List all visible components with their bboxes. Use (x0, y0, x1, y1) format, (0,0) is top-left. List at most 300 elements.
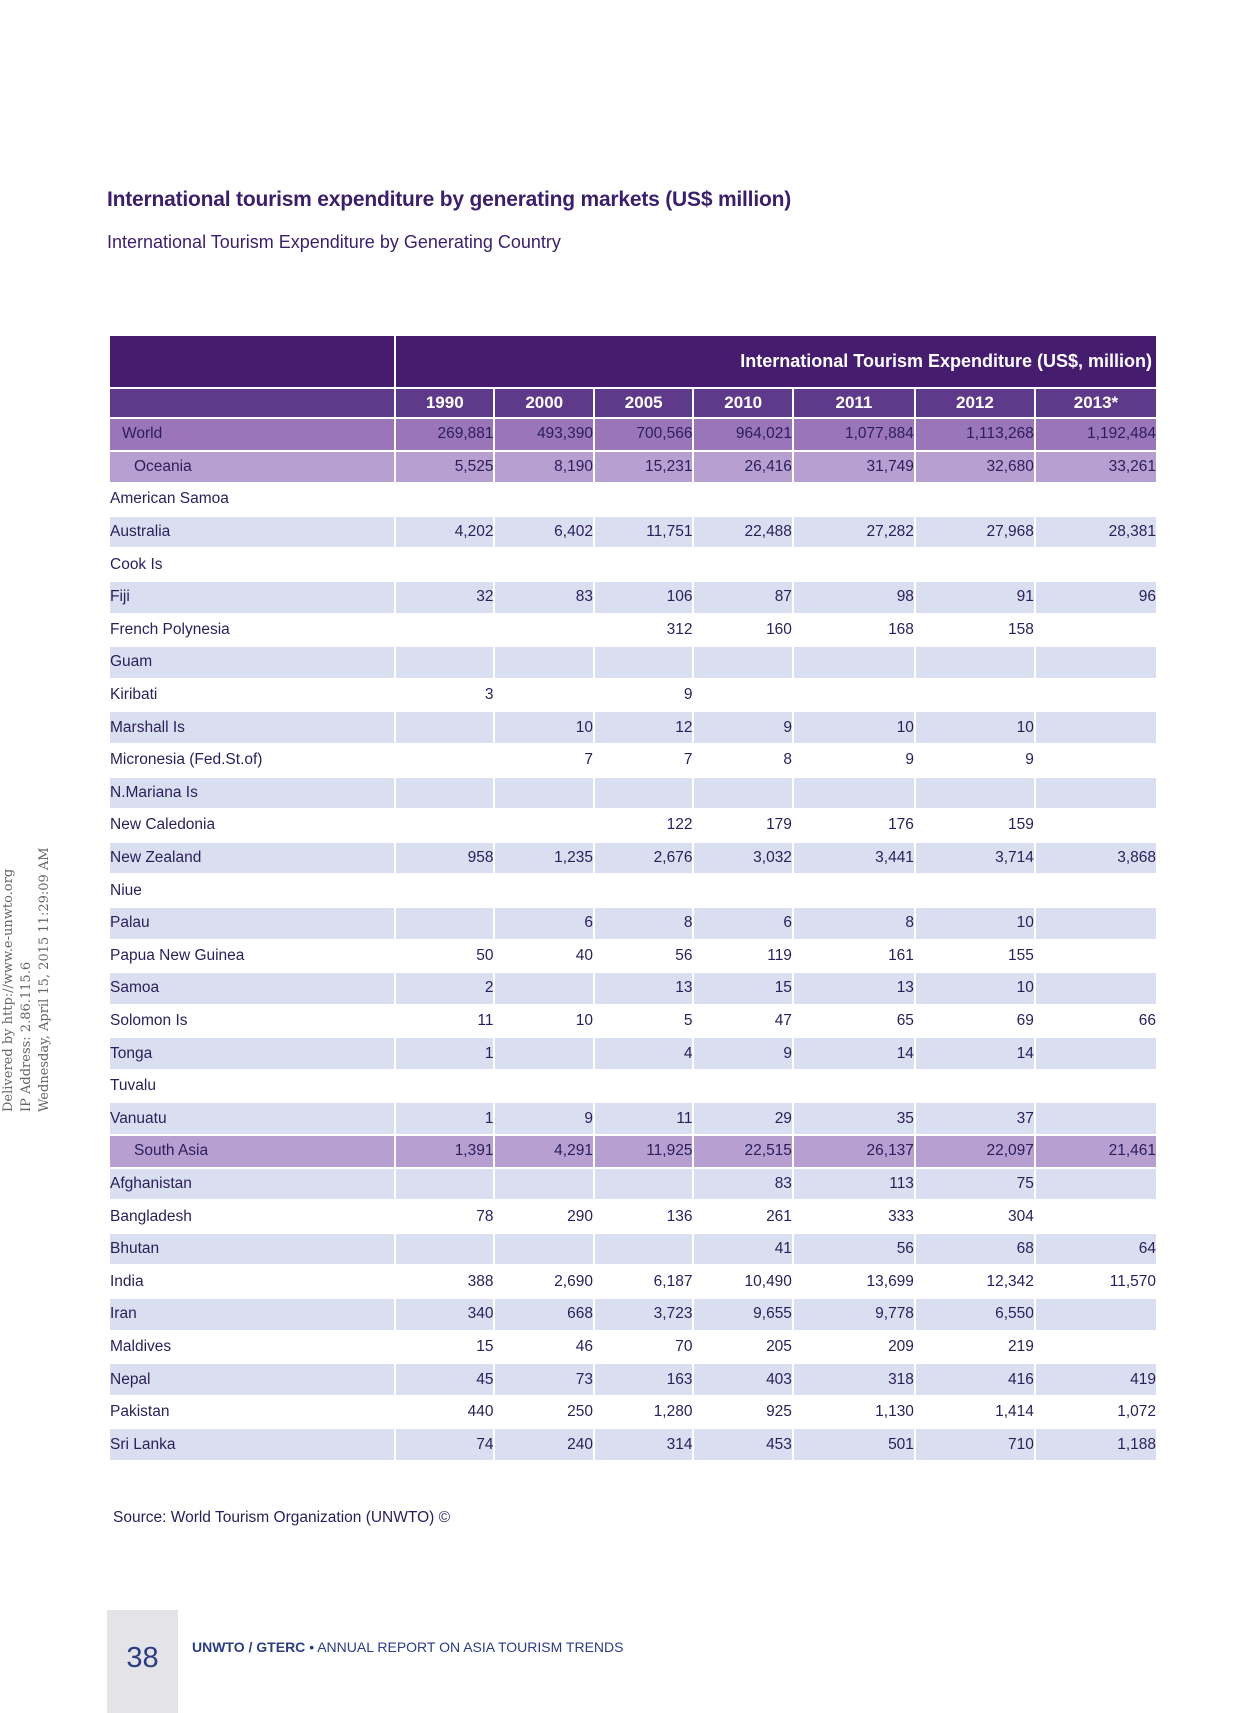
value-cell: 14 (794, 1036, 914, 1069)
value-cell: 22,488 (694, 515, 791, 548)
table-row (110, 710, 1156, 743)
watermark-line: Delivered by http://www.e-unwto.org (1, 868, 16, 1112)
value-cell (396, 906, 493, 939)
value-cell (396, 776, 493, 809)
value-cell (1036, 613, 1156, 646)
value-cell (396, 873, 493, 906)
row-label: Afghanistan (110, 1167, 394, 1200)
value-cell: 9,655 (694, 1297, 791, 1330)
value-cell (916, 776, 1034, 809)
value-cell: 453 (694, 1427, 791, 1460)
value-cell: 9 (694, 710, 791, 743)
value-cell (1036, 873, 1156, 906)
year-header: 2011 (794, 387, 914, 417)
value-cell: 261 (694, 1199, 791, 1232)
value-cell: 31,749 (794, 450, 914, 483)
value-cell: 15 (694, 971, 791, 1004)
row-label: Australia (110, 515, 394, 548)
watermark-line: Wednesday, April 15, 2015 11:29:09 AM (37, 847, 52, 1112)
value-cell: 29 (694, 1101, 791, 1134)
value-cell (495, 1036, 592, 1069)
value-cell: 4,291 (495, 1134, 592, 1167)
value-cell: 168 (794, 613, 914, 646)
value-cell: 6,402 (495, 515, 592, 548)
value-cell: 66 (1036, 1004, 1156, 1037)
value-cell: 161 (794, 939, 914, 972)
value-cell: 22,515 (694, 1134, 791, 1167)
year-header: 2013* (1036, 387, 1156, 417)
value-cell: 21,461 (1036, 1134, 1156, 1167)
value-cell (794, 1069, 914, 1102)
value-cell: 70 (595, 1330, 692, 1363)
row-label: Solomon Is (110, 1004, 394, 1037)
value-cell: 4 (595, 1036, 692, 1069)
value-cell (694, 547, 791, 580)
value-cell: 159 (916, 808, 1034, 841)
header-corner (110, 336, 394, 387)
row-label: Papua New Guinea (110, 939, 394, 972)
row-label: Tuvalu (110, 1069, 394, 1102)
value-cell: 69 (916, 1004, 1034, 1037)
value-cell: 28,381 (1036, 515, 1156, 548)
value-cell (694, 776, 791, 809)
table-row (110, 906, 1156, 939)
table-row (110, 1167, 1156, 1200)
value-cell: 964,021 (694, 417, 791, 450)
value-cell: 8,190 (495, 450, 592, 483)
year-header: 2010 (694, 387, 791, 417)
value-cell (916, 547, 1034, 580)
row-label: Bhutan (110, 1232, 394, 1265)
value-cell (595, 1232, 692, 1265)
value-cell: 7 (595, 743, 692, 776)
value-cell: 75 (916, 1167, 1034, 1200)
value-cell: 27,968 (916, 515, 1034, 548)
row-label: Fiji (110, 580, 394, 613)
page-title: International tourism expenditure by generating markets (US$ million) (107, 188, 791, 211)
value-cell: 958 (396, 841, 493, 874)
table-row (110, 841, 1156, 874)
value-cell: 64 (1036, 1232, 1156, 1265)
page-number: 38 (126, 1642, 159, 1674)
value-cell (794, 547, 914, 580)
value-cell: 1,414 (916, 1395, 1034, 1428)
value-cell: 65 (794, 1004, 914, 1037)
value-cell (495, 776, 592, 809)
value-cell: 5 (595, 1004, 692, 1037)
value-cell (495, 808, 592, 841)
value-cell: 74 (396, 1427, 493, 1460)
value-cell (694, 873, 791, 906)
value-cell (595, 645, 692, 678)
value-cell: 12 (595, 710, 692, 743)
value-cell: 388 (396, 1264, 493, 1297)
table-row (110, 808, 1156, 841)
value-cell: 158 (916, 613, 1034, 646)
value-cell: 32 (396, 580, 493, 613)
page-subtitle: International Tourism Expenditure by Generating Country (107, 232, 561, 252)
value-cell: 925 (694, 1395, 791, 1428)
value-cell: 269,881 (396, 417, 493, 450)
value-cell (916, 482, 1034, 515)
value-cell: 333 (794, 1199, 914, 1232)
value-cell: 41 (694, 1232, 791, 1265)
value-cell: 6 (694, 906, 791, 939)
value-cell (1036, 645, 1156, 678)
value-cell (595, 873, 692, 906)
value-cell: 2,676 (595, 841, 692, 874)
table-row (110, 580, 1156, 613)
value-cell: 35 (794, 1101, 914, 1134)
value-cell: 83 (694, 1167, 791, 1200)
value-cell: 1 (396, 1101, 493, 1134)
value-cell: 1,192,484 (1036, 417, 1156, 450)
value-cell (495, 645, 592, 678)
table-row (110, 776, 1156, 809)
value-cell (595, 776, 692, 809)
value-cell: 26,416 (694, 450, 791, 483)
value-cell (1036, 1069, 1156, 1102)
table-row (110, 450, 1156, 483)
value-cell: 700,566 (595, 417, 692, 450)
footer-report: ANNUAL REPORT ON ASIA TOURISM TRENDS (317, 1639, 624, 1655)
row-label: Bangladesh (110, 1199, 394, 1232)
value-cell (495, 1167, 592, 1200)
value-cell: 6,187 (595, 1264, 692, 1297)
row-label: South Asia (110, 1134, 394, 1167)
row-label: Kiribati (110, 678, 394, 711)
value-cell (595, 547, 692, 580)
value-cell (1036, 971, 1156, 1004)
table-row (110, 743, 1156, 776)
row-label: Marshall Is (110, 710, 394, 743)
table-row (110, 417, 1156, 450)
value-cell: 106 (595, 580, 692, 613)
row-label: World (110, 417, 394, 450)
row-label: Samoa (110, 971, 394, 1004)
value-cell: 10 (794, 710, 914, 743)
value-cell: 91 (916, 580, 1034, 613)
value-cell: 668 (495, 1297, 592, 1330)
value-cell: 2 (396, 971, 493, 1004)
value-cell: 3,868 (1036, 841, 1156, 874)
value-cell: 416 (916, 1362, 1034, 1395)
value-cell: 32,680 (916, 450, 1034, 483)
value-cell (794, 678, 914, 711)
value-cell: 10 (495, 710, 592, 743)
value-cell: 46 (495, 1330, 592, 1363)
value-cell (1036, 939, 1156, 972)
table-row (110, 547, 1156, 580)
row-label: Oceania (110, 450, 394, 483)
value-cell (694, 678, 791, 711)
value-cell: 6,550 (916, 1297, 1034, 1330)
value-cell (396, 613, 493, 646)
table-row (110, 678, 1156, 711)
value-cell: 2,690 (495, 1264, 592, 1297)
value-cell: 13 (794, 971, 914, 1004)
footer-org: UNWTO / GTERC (192, 1639, 306, 1655)
value-cell (495, 547, 592, 580)
value-cell: 87 (694, 580, 791, 613)
value-cell (1036, 482, 1156, 515)
value-cell: 122 (595, 808, 692, 841)
value-cell: 10 (916, 971, 1034, 1004)
value-cell: 9,778 (794, 1297, 914, 1330)
value-cell (1036, 1101, 1156, 1134)
value-cell: 9 (595, 678, 692, 711)
value-cell (1036, 808, 1156, 841)
value-cell (794, 776, 914, 809)
table-header-title: International Tourism Expenditure (US$, million) (396, 336, 1156, 387)
value-cell (916, 873, 1034, 906)
value-cell: 8 (694, 743, 791, 776)
table-row (110, 1297, 1156, 1330)
page-number-box (107, 1610, 178, 1713)
row-label: New Zealand (110, 841, 394, 874)
value-cell (1036, 1330, 1156, 1363)
value-cell: 3 (396, 678, 493, 711)
value-cell: 501 (794, 1427, 914, 1460)
value-cell (916, 678, 1034, 711)
table-row (110, 1264, 1156, 1297)
year-header-row (110, 387, 1156, 417)
value-cell: 47 (694, 1004, 791, 1037)
source-note: Source: World Tourism Organization (UNWTO) © (113, 1509, 451, 1526)
value-cell: 155 (916, 939, 1034, 972)
value-cell (396, 710, 493, 743)
value-cell (495, 1069, 592, 1102)
value-cell (694, 645, 791, 678)
table-row (110, 1427, 1156, 1460)
value-cell: 209 (794, 1330, 914, 1363)
value-cell: 12,342 (916, 1264, 1034, 1297)
value-cell: 163 (595, 1362, 692, 1395)
year-header: 2000 (495, 387, 592, 417)
value-cell (694, 1069, 791, 1102)
value-cell: 179 (694, 808, 791, 841)
value-cell: 10 (916, 710, 1034, 743)
row-label: Niue (110, 873, 394, 906)
value-cell (396, 743, 493, 776)
value-cell (1036, 1199, 1156, 1232)
table-row (110, 1330, 1156, 1363)
row-label: New Caledonia (110, 808, 394, 841)
value-cell (1036, 906, 1156, 939)
table-row (110, 1101, 1156, 1134)
value-cell: 40 (495, 939, 592, 972)
value-cell: 136 (595, 1199, 692, 1232)
value-cell (1036, 1167, 1156, 1200)
table-row (110, 1199, 1156, 1232)
value-cell: 9 (495, 1101, 592, 1134)
value-cell (916, 645, 1034, 678)
value-cell: 1,391 (396, 1134, 493, 1167)
value-cell: 290 (495, 1199, 592, 1232)
value-cell: 3,441 (794, 841, 914, 874)
value-cell: 11,751 (595, 515, 692, 548)
row-label: American Samoa (110, 482, 394, 515)
value-cell (495, 971, 592, 1004)
value-cell: 56 (794, 1232, 914, 1265)
table-row (110, 1036, 1156, 1069)
value-cell (1036, 678, 1156, 711)
row-label: Tonga (110, 1036, 394, 1069)
table-header-row (110, 336, 1156, 387)
value-cell: 1,130 (794, 1395, 914, 1428)
table-row (110, 482, 1156, 515)
year-header: 2012 (916, 387, 1034, 417)
row-label: Nepal (110, 1362, 394, 1395)
value-cell (396, 1232, 493, 1265)
row-label: Maldives (110, 1330, 394, 1363)
value-cell: 119 (694, 939, 791, 972)
value-cell: 493,390 (495, 417, 592, 450)
value-cell: 176 (794, 808, 914, 841)
year-header-corner (110, 387, 394, 417)
value-cell: 1,113,268 (916, 417, 1034, 450)
row-label: Cook Is (110, 547, 394, 580)
value-cell: 10 (495, 1004, 592, 1037)
value-cell (396, 547, 493, 580)
value-cell: 7 (495, 743, 592, 776)
value-cell: 33,261 (1036, 450, 1156, 483)
value-cell: 26,137 (794, 1134, 914, 1167)
value-cell: 11 (595, 1101, 692, 1134)
value-cell: 9 (916, 743, 1034, 776)
row-label: Guam (110, 645, 394, 678)
row-label: French Polynesia (110, 613, 394, 646)
row-label: Pakistan (110, 1395, 394, 1428)
value-cell: 403 (694, 1362, 791, 1395)
table-row (110, 1069, 1156, 1102)
row-label: Sri Lanka (110, 1427, 394, 1460)
value-cell (595, 1069, 692, 1102)
value-cell (396, 645, 493, 678)
value-cell: 340 (396, 1297, 493, 1330)
value-cell: 73 (495, 1362, 592, 1395)
value-cell: 78 (396, 1199, 493, 1232)
value-cell (495, 873, 592, 906)
value-cell (1036, 776, 1156, 809)
value-cell: 1,188 (1036, 1427, 1156, 1460)
value-cell: 312 (595, 613, 692, 646)
table-row (110, 971, 1156, 1004)
value-cell (694, 482, 791, 515)
value-cell (495, 482, 592, 515)
value-cell: 6 (495, 906, 592, 939)
value-cell (396, 1167, 493, 1200)
table-row (110, 613, 1156, 646)
value-cell: 22,097 (916, 1134, 1034, 1167)
footer-text (192, 1639, 623, 1655)
row-label: Vanuatu (110, 1101, 394, 1134)
value-cell (396, 1069, 493, 1102)
value-cell: 113 (794, 1167, 914, 1200)
value-cell: 3,032 (694, 841, 791, 874)
table-row (110, 645, 1156, 678)
expenditure-table (108, 336, 1158, 1460)
value-cell (495, 613, 592, 646)
watermark-line: IP Address: 2.86.115.6 (19, 961, 34, 1112)
year-header: 1990 (396, 387, 493, 417)
row-label: Micronesia (Fed.St.of) (110, 743, 394, 776)
value-cell: 56 (595, 939, 692, 972)
delivery-watermark (0, 847, 54, 1112)
value-cell: 3,714 (916, 841, 1034, 874)
value-cell: 440 (396, 1395, 493, 1428)
value-cell (495, 1232, 592, 1265)
value-cell: 318 (794, 1362, 914, 1395)
value-cell (1036, 1036, 1156, 1069)
value-cell (495, 678, 592, 711)
value-cell: 419 (1036, 1362, 1156, 1395)
value-cell (1036, 1297, 1156, 1330)
value-cell: 10,490 (694, 1264, 791, 1297)
value-cell: 11,570 (1036, 1264, 1156, 1297)
value-cell: 4,202 (396, 515, 493, 548)
value-cell: 250 (495, 1395, 592, 1428)
row-label: India (110, 1264, 394, 1297)
value-cell: 14 (916, 1036, 1034, 1069)
table-row (110, 1232, 1156, 1265)
table-row (110, 1004, 1156, 1037)
value-cell: 314 (595, 1427, 692, 1460)
value-cell: 83 (495, 580, 592, 613)
footer-separator: • (309, 1639, 315, 1655)
value-cell (794, 645, 914, 678)
value-cell: 304 (916, 1199, 1034, 1232)
value-cell: 37 (916, 1101, 1034, 1134)
value-cell: 205 (694, 1330, 791, 1363)
value-cell (794, 873, 914, 906)
value-cell: 15 (396, 1330, 493, 1363)
value-cell: 3,723 (595, 1297, 692, 1330)
value-cell: 15,231 (595, 450, 692, 483)
table-row (110, 515, 1156, 548)
value-cell (1036, 710, 1156, 743)
table-row (110, 1362, 1156, 1395)
value-cell (595, 1167, 692, 1200)
table-row (110, 1134, 1156, 1167)
value-cell (1036, 743, 1156, 776)
value-cell: 240 (495, 1427, 592, 1460)
value-cell (1036, 547, 1156, 580)
value-cell: 710 (916, 1427, 1034, 1460)
value-cell (916, 1069, 1034, 1102)
value-cell: 13,699 (794, 1264, 914, 1297)
table-row (110, 939, 1156, 972)
value-cell: 8 (595, 906, 692, 939)
value-cell: 1 (396, 1036, 493, 1069)
value-cell: 98 (794, 580, 914, 613)
value-cell: 11,925 (595, 1134, 692, 1167)
value-cell: 27,282 (794, 515, 914, 548)
year-header: 2005 (595, 387, 692, 417)
value-cell (794, 482, 914, 515)
table-row (110, 873, 1156, 906)
row-label: Iran (110, 1297, 394, 1330)
value-cell: 1,072 (1036, 1395, 1156, 1428)
value-cell: 9 (794, 743, 914, 776)
value-cell: 10 (916, 906, 1034, 939)
row-label: Palau (110, 906, 394, 939)
row-label: N.Mariana Is (110, 776, 394, 809)
value-cell: 8 (794, 906, 914, 939)
value-cell (595, 482, 692, 515)
value-cell: 1,077,884 (794, 417, 914, 450)
value-cell: 9 (694, 1036, 791, 1069)
